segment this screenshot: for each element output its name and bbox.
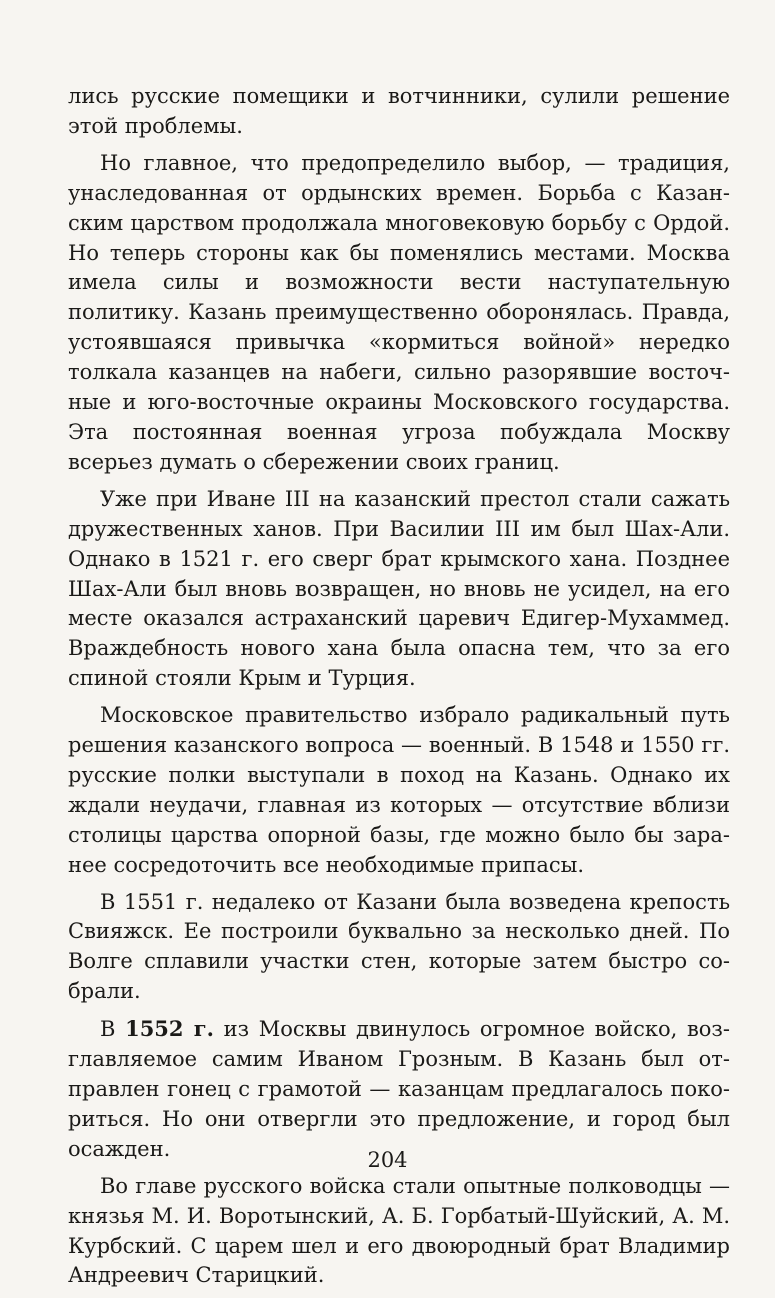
paragraph-body: из Москвы двинулось огромное войско, возглавляемое самим Иваном Грозным. В Казань был отправлен гонец с грамотой — казанцам предлагалось покориться. Но они отвергли это предложение, и город был осажден. bbox=[68, 1017, 730, 1161]
paragraph-sviyazhsk: В 1551 г. недалеко от Казани была возведена крепость Свияжск. Ее построили буквально за несколько дней. По Волге сплавили участки стен, которые затем быстро собрали. bbox=[68, 889, 730, 1004]
paragraph-military-solution: Московское правительство избрало радикальный путь решения казанского вопроса — военный. В 1548 и 1550 гг. русские полки выступали в поход на Казань. Однако их ждали неудачи, главная из которых — отсутствие вблизи столицы царства опорной базы, где можно было бы заранее сосредоточить все необходимые припасы. bbox=[68, 703, 730, 877]
body-text bbox=[68, 82, 730, 1298]
paragraph-tradition: Но главное, что предопределило выбор, — традиция, унаследованная от ордынских времен. Борьба с Казанским царством продолжала многовековую борьбу с Ордой. Но теперь стороны как бы поменялись местами. Москва имела силы и возможности вести наступательную политику. Казань преимущественно оборонялась. Правда, устоявшаяся привычка «кормиться войной» нередко толкала казанцев на набеги, сильно разорявшие восточные и юго-восточные окраины Московского государства. Эта постоянная военная угроза побуждала Москву всерьез думать о сбережении своих границ. bbox=[68, 150, 730, 474]
paragraph-khans: Уже при Иване III на казанский престол стали сажать дружественных ханов. При Василии III им был Шах-Али. Однако в 1521 г. его сверг брат крымского хана. Позднее Шах-Али был вновь возвращен, но вновь не усидел, на его месте оказался астраханский царевич Едигер-Мухаммед. Враждебность нового хана была опасна тем, что за его спиной стояли Крым и Турция. bbox=[68, 486, 730, 691]
highlighted-year: 1552 г. bbox=[125, 1016, 214, 1042]
paragraph-lead: В bbox=[100, 1017, 126, 1042]
page-number: 204 bbox=[367, 1148, 408, 1172]
paragraph-campaign-1552 bbox=[68, 1014, 730, 1165]
paragraph-continuation: лись русские помещики и вотчинники, сулили решение этой проблемы. bbox=[68, 84, 730, 138]
paragraph-commanders: Во главе русского войска стали опытные полководцы — князья М. И. Воротынский, А. Б. Горбатый-Шуйский, А. М. Курбский. С царем шел и его двоюродный брат Владимир Андреевич Старицкий. bbox=[68, 1173, 730, 1288]
